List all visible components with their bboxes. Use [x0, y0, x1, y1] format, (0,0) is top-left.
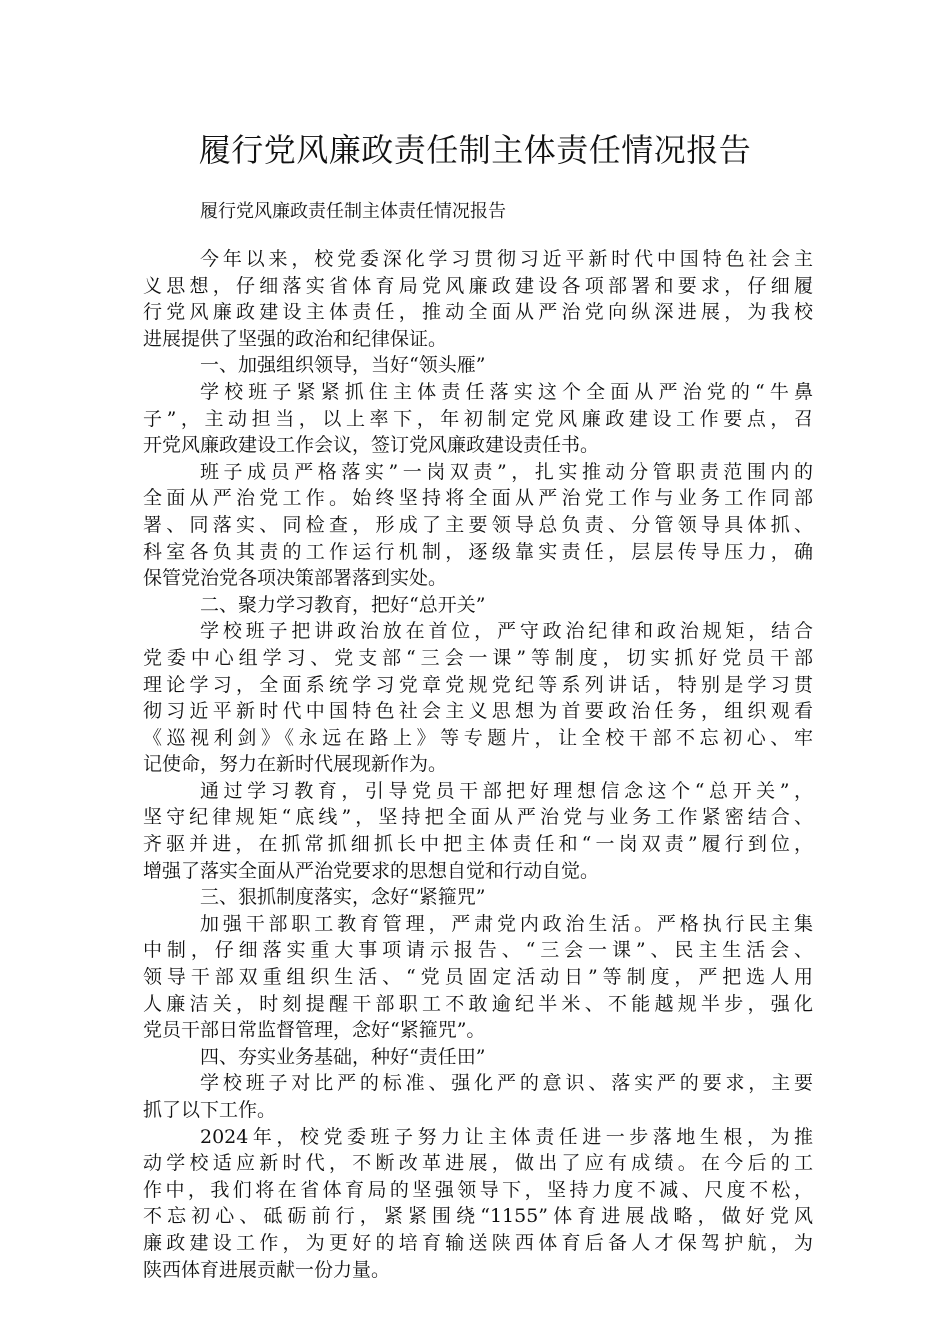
paragraph-line: 动学校适应新时代，不断改革进展，做出了应有成绩。在今后的工: [143, 1152, 813, 1175]
section-heading: 三、狠抓制度落实，念好“紧箍咒”: [200, 886, 486, 909]
paragraph-line: 加强干部职工教育管理，严肃党内政治生活。严格执行民主集: [200, 912, 813, 935]
paragraph-line: 记使命，努力在新时代展现新作为。: [143, 753, 448, 776]
paragraph-line: 齐驱并进，在抓常抓细抓长中把主体责任和“一岗双责”履行到位，: [143, 833, 813, 856]
section-heading: 一、加强组织领导，当好“领头雁”: [200, 354, 486, 377]
paragraph: [143, 246, 813, 352]
paragraph-line: 坚守纪律规矩“底线”，坚持把全面从严治党与业务工作紧密结合、: [143, 806, 813, 829]
paragraph-line: 理论学习，全面系统学习党章党规党纪等系列讲话，特别是学习贯: [143, 673, 813, 696]
paragraph-line: 子”，主动担当，以上率下，年初制定党风廉政建设工作要点，召: [143, 407, 813, 430]
paragraph-line: 开党风廉政建设工作会议，签订党风廉政建设责任书。: [143, 434, 600, 457]
paragraph-line: 《巡视利剑》《永远在路上》等专题片，让全校干部不忘初心、牢: [143, 726, 813, 749]
paragraph-line: 班子成员严格落实”一岗双责”，扎实推动分管职责范围内的: [200, 460, 813, 483]
paragraph-line: 学校班子紧紧抓住主体责任落实这个全面从严治党的“牛鼻: [200, 380, 813, 403]
paragraph: [143, 1124, 813, 1284]
paragraph-line: 中制，仔细落实重大事项请示报告、“三会一课”、民主生活会、: [143, 939, 813, 962]
paragraph-line: 科室各负其责的工作运行机制，逐级靠实责任，层层传导压力，确: [143, 540, 813, 563]
document-body: [143, 246, 813, 1283]
paragraph-line: 今年以来，校党委深化学习贯彻习近平新时代中国特色社会主: [200, 248, 813, 270]
paragraph-line: 领导干部双重组织生活、“党员固定活动日”等制度，严把选人用: [143, 966, 813, 989]
document-subtitle: 履行党风廉政责任制主体责任情况报告: [200, 201, 506, 222]
paragraph: [143, 1070, 813, 1123]
paragraph: [143, 911, 813, 1044]
paragraph-line: 人廉洁关，时刻提醒干部职工不敢逾纪半米、不能越规半步，强化: [143, 992, 813, 1015]
section-heading: 四、夯实业务基础，种好“责任田”: [200, 1045, 486, 1068]
paragraph-line: 保管党治党各项决策部署落到实处。: [143, 567, 448, 590]
paragraph-line: 增强了落实全面从严治党要求的思想自觉和行动自觉。: [143, 859, 600, 882]
paragraph: [143, 459, 813, 592]
paragraph-line: 进展提供了坚强的政治和纪律保证。: [143, 327, 448, 350]
paragraph-line: 学校班子把讲政治放在首位，严守政治纪律和政治规矩，结合: [200, 620, 813, 643]
paragraph-line: 彻习近平新时代中国特色社会主义思想为首要政治任务，组织观看: [143, 700, 813, 723]
paragraph-line: 署、同落实、同检查，形成了主要领导总负责、分管领导具体抓、: [143, 513, 813, 536]
paragraph-line: 廉政建设工作，为更好的培育输送陕西体育后备人才保驾护航，为: [143, 1231, 813, 1254]
paragraph-line: 不忘初心、砥砺前行，紧紧围绕“1155”体育进展战略，做好党风: [143, 1205, 813, 1228]
paragraph-line: 党委中心组学习、党支部“三会一课”等制度，切实抓好党员干部: [143, 646, 813, 669]
paragraph: [143, 379, 813, 459]
paragraph-line: 陕西体育进展贡献一份力量。: [143, 1258, 391, 1281]
paragraph-line: 2024年，校党委班子努力让主体责任进一步落地生根，为推: [200, 1125, 813, 1148]
paragraph-line: 作中，我们将在省体育局的坚强领导下，坚持力度不减、尺度不松，: [143, 1178, 813, 1201]
paragraph: [143, 618, 813, 778]
paragraph-line: 全面从严治党工作。始终坚持将全面从严治党工作与业务工作同部: [143, 487, 813, 510]
paragraph: [143, 778, 813, 884]
section-heading: 二、聚力学习教育，把好“总开关”: [200, 593, 486, 616]
document-title: 履行党风廉政责任制主体责任情况报告: [198, 131, 752, 169]
paragraph-line: 义思想，仔细落实省体育局党风廉政建设各项部署和要求，仔细履: [143, 274, 813, 297]
paragraph-line: 学校班子对比严的标准、强化严的意识、落实严的要求，主要: [200, 1072, 813, 1095]
paragraph-line: 行党风廉政建设主体责任，推动全面从严治党向纵深进展，为我校: [143, 301, 813, 324]
paragraph-line: 通过学习教育，引导党员干部把好理想信念这个“总开关”，: [200, 779, 813, 802]
paragraph-line: 抓了以下工作。: [143, 1099, 277, 1121]
paragraph-line: 党员干部日常监督管理，念好“紧箍咒”。: [143, 1019, 486, 1042]
